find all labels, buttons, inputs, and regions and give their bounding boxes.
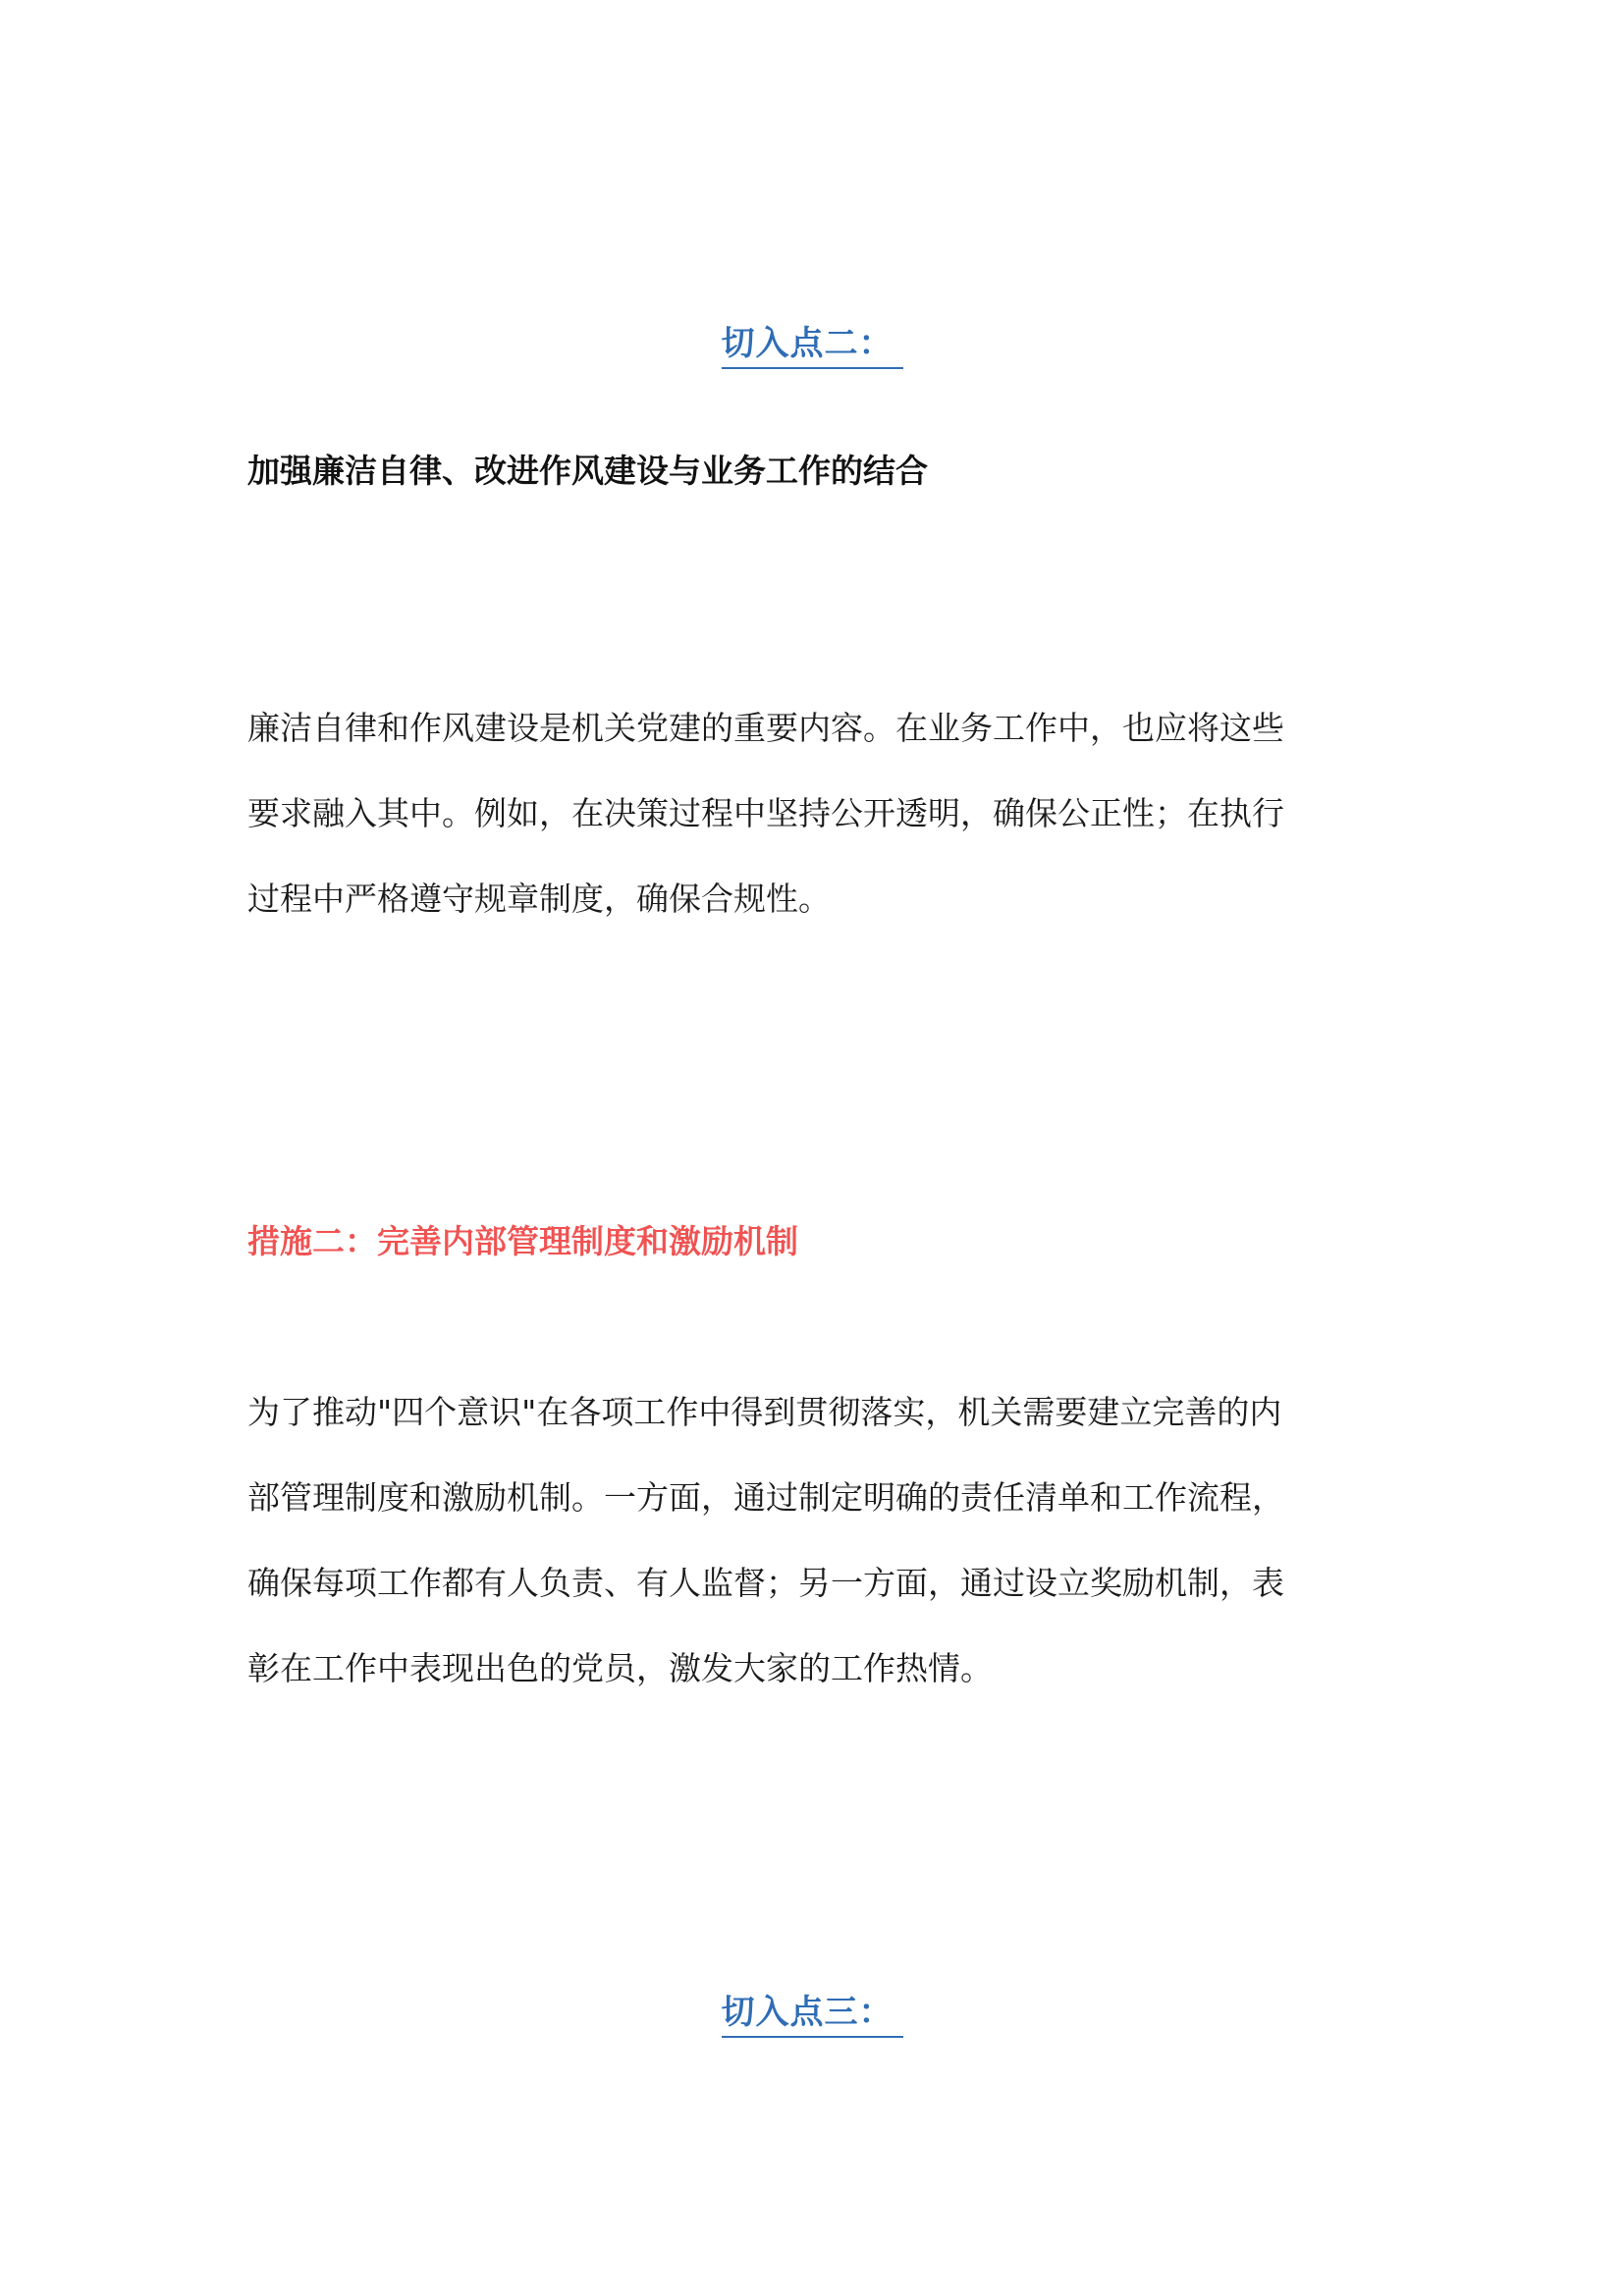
- entry-point-three-heading: [0, 1991, 1624, 2038]
- entry-point-two-heading-text: 切入点二：: [722, 322, 903, 369]
- entry-point-two-heading: [0, 322, 1624, 369]
- entry-point-two-subtitle: 加强廉洁自律、改进作风建设与业务工作的结合: [247, 452, 928, 490]
- paragraph-line: 为了推动"四个意识"在各项工作中得到贯彻落实，机关需要建立完善的内: [247, 1393, 1282, 1431]
- paragraph-line: 部管理制度和激励机制。一方面，通过制定明确的责任清单和工作流程，: [247, 1478, 1284, 1517]
- measure-two-heading: 措施二：完善内部管理制度和激励机制: [247, 1222, 798, 1260]
- paragraph-line: 要求融入其中。例如，在决策过程中坚持公开透明，确保公正性；在执行: [247, 794, 1284, 832]
- paragraph-line: 廉洁自律和作风建设是机关党建的重要内容。在业务工作中，也应将这些: [247, 709, 1284, 747]
- entry-point-two-paragraph: [247, 685, 1386, 941]
- paragraph-line: 过程中严格遵守规章制度，确保合规性。: [247, 880, 831, 918]
- entry-point-three-heading-text: 切入点三：: [722, 1991, 903, 2038]
- paragraph-line: 确保每项工作都有人负责、有人监督；另一方面，通过设立奖励机制，表: [247, 1564, 1284, 1602]
- paragraph-line: 彰在工作中表现出色的党员，激发大家的工作热情。: [247, 1649, 993, 1687]
- measure-two-paragraph: [247, 1369, 1386, 1711]
